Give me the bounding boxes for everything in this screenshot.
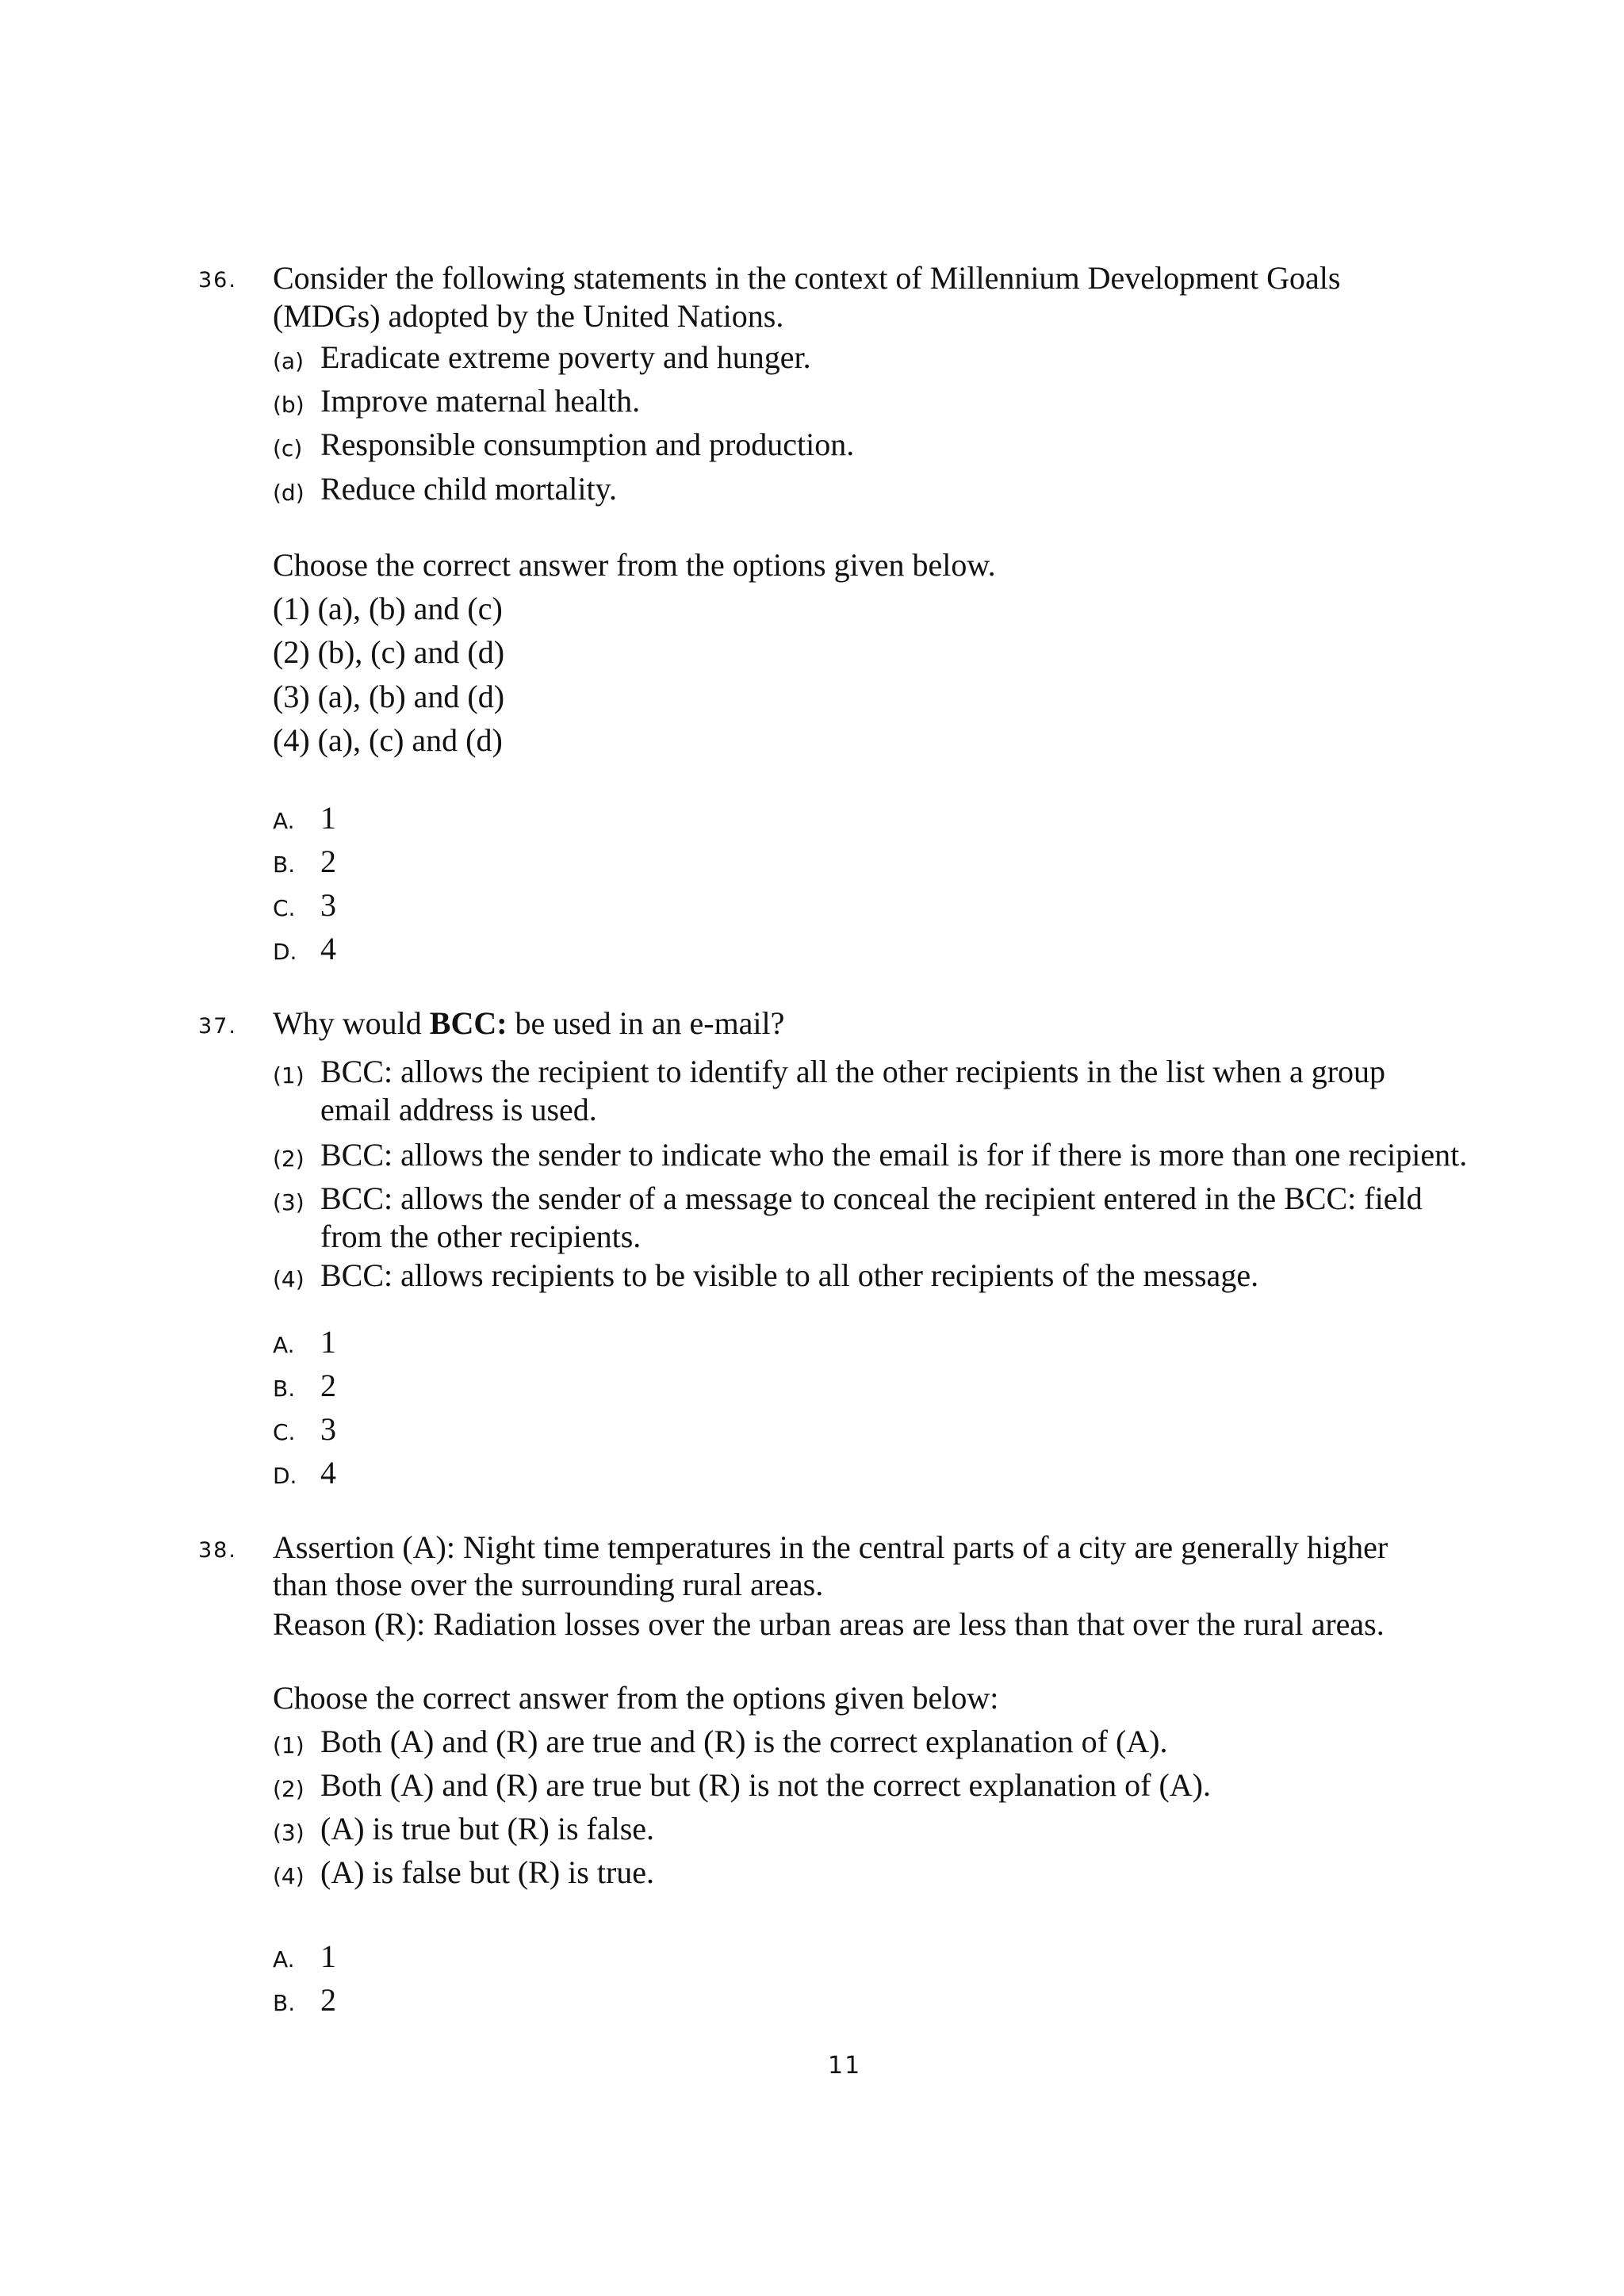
- option-3-text-line-1: BCC: allows the sender of a message to conceal the recipient entered in the BCC: field: [320, 1181, 1423, 1216]
- option-3-text-line-2: from the other recipients.: [320, 1219, 642, 1254]
- option-1-label: (1): [273, 1062, 304, 1089]
- answer-choice-c-value: 3: [320, 1411, 336, 1447]
- statement-d-text: Reduce child mortality.: [320, 471, 617, 507]
- question-36-stem-line-2: (MDGs) adopted by the United Nations.: [273, 298, 784, 334]
- option-1-text-line-1: BCC: allows the recipient to identify all the other recipients in the list when a group: [320, 1054, 1386, 1089]
- option-4-label: (4): [273, 1863, 304, 1889]
- statement-d-label: (d): [273, 480, 304, 506]
- option-2-text: BCC: allows the sender to indicate who the email is for if there is more than one recipient.: [320, 1137, 1468, 1173]
- option-3-label: (3): [273, 1189, 304, 1215]
- combination-3: (3) (a), (b) and (d): [273, 679, 505, 714]
- page-number: 11: [828, 2052, 862, 2080]
- question-36-instruction: Choose the correct answer from the options given below.: [273, 547, 996, 583]
- statement-b-label: (b): [273, 392, 304, 418]
- answer-choice-a-value: 1: [320, 1938, 336, 1974]
- option-2-label: (2): [273, 1146, 304, 1172]
- answer-choice-d-label: D.: [273, 939, 297, 965]
- option-3-label: (3): [273, 1820, 304, 1846]
- answer-choice-b-label: B.: [273, 851, 296, 878]
- question-number-38: 38.: [198, 1538, 237, 1563]
- question-38-instruction: Choose the correct answer from the options given below:: [273, 1680, 999, 1716]
- statement-b-text: Improve maternal health.: [320, 383, 641, 419]
- statement-a-label: (a): [273, 348, 304, 374]
- statement-c-label: (c): [273, 435, 303, 461]
- assertion-line-2: than those over the surrounding rural areas.: [273, 1567, 824, 1602]
- question-36-stem-line-1: Consider the following statements in the context of Millennium Development Goals: [273, 260, 1341, 296]
- answer-choice-a-value: 1: [320, 800, 336, 836]
- answer-choice-b-value: 2: [320, 1982, 336, 2018]
- answer-choice-a-value: 1: [320, 1324, 336, 1360]
- question-number-36: 36.: [198, 268, 237, 293]
- reason-line: Reason (R): Radiation losses over the urban areas are less than that over the rural areas.: [273, 1606, 1385, 1642]
- answer-choice-d-value: 4: [320, 1455, 336, 1490]
- answer-choice-b-label: B.: [273, 1990, 296, 2016]
- answer-choice-d-label: D.: [273, 1463, 297, 1489]
- option-3-text: (A) is true but (R) is false.: [320, 1811, 655, 1846]
- statement-c-text: Responsible consumption and production.: [320, 427, 855, 462]
- question-37-stem: [273, 1005, 784, 1042]
- stem-bold-bcc: BCC:: [429, 1005, 508, 1041]
- option-1-text: Both (A) and (R) are true and (R) is the correct explanation of (A).: [320, 1724, 1168, 1759]
- option-4-text: (A) is false but (R) is true.: [320, 1854, 655, 1890]
- combination-2: (2) (b), (c) and (d): [273, 634, 505, 670]
- statement-a-text: Eradicate extreme poverty and hunger.: [320, 339, 811, 375]
- option-2-label: (2): [273, 1776, 304, 1802]
- option-1-label: (1): [273, 1732, 304, 1758]
- option-1-text-line-2: email address is used.: [320, 1092, 597, 1127]
- answer-choice-b-label: B.: [273, 1376, 296, 1402]
- answer-choice-a-label: A.: [273, 1946, 295, 1973]
- answer-choice-a-label: A.: [273, 1332, 295, 1358]
- assertion-line-1: Assertion (A): Night time temperatures in the central parts of a city are generally higher: [273, 1529, 1388, 1565]
- answer-choice-c-value: 3: [320, 887, 336, 923]
- question-number-37: 37.: [198, 1014, 237, 1039]
- option-4-label: (4): [273, 1266, 304, 1292]
- answer-choice-d-value: 4: [320, 931, 336, 966]
- stem-text-after: be used in an e-mail?: [507, 1005, 785, 1041]
- option-2-text: Both (A) and (R) are true but (R) is not the correct explanation of (A).: [320, 1767, 1211, 1803]
- stem-text-before: Why would: [273, 1005, 430, 1041]
- answer-choice-c-label: C.: [273, 895, 296, 921]
- option-4-text: BCC: allows recipients to be visible to all other recipients of the message.: [320, 1257, 1259, 1293]
- combination-1: (1) (a), (b) and (c): [273, 591, 503, 626]
- answer-choice-b-value: 2: [320, 844, 336, 879]
- answer-choice-a-label: A.: [273, 808, 295, 834]
- answer-choice-c-label: C.: [273, 1419, 296, 1445]
- combination-4: (4) (a), (c) and (d): [273, 722, 503, 758]
- answer-choice-b-value: 2: [320, 1368, 336, 1403]
